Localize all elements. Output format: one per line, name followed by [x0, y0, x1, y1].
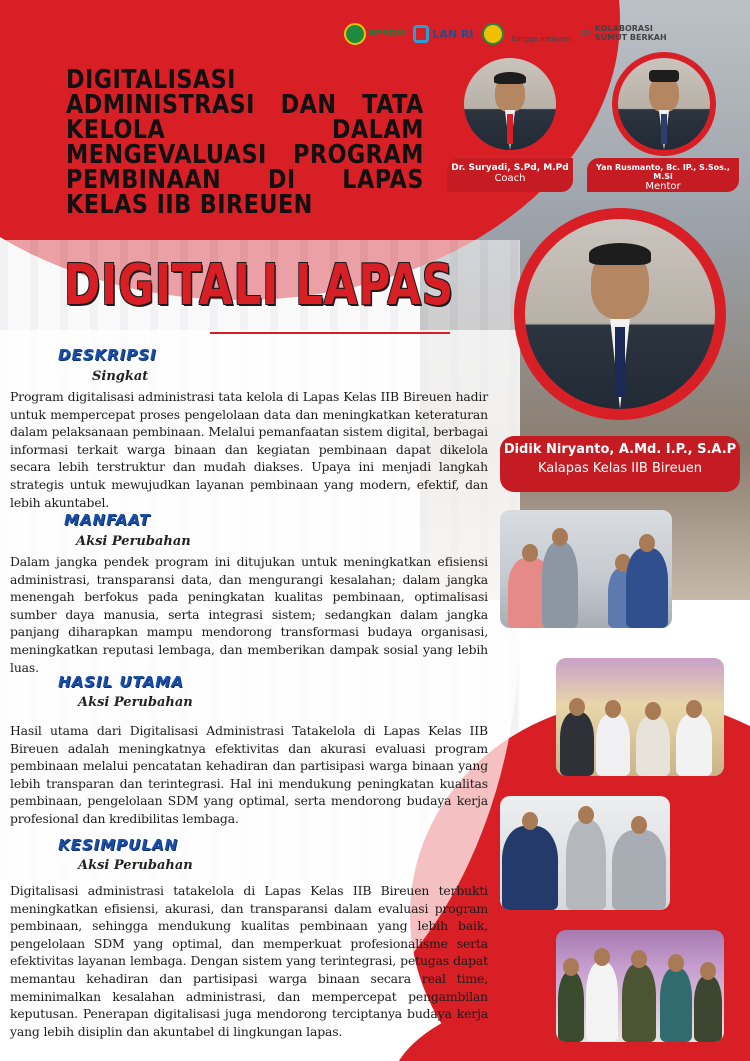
coach-role: Coach [494, 173, 526, 184]
section-title-deskripsi: DESKRIPSI [58, 346, 157, 364]
decor-dot [434, 100, 442, 108]
mentor-portrait [612, 52, 716, 156]
section-title-hasil-utama: HASIL UTAMA [58, 673, 184, 691]
logo-crest [482, 23, 504, 45]
section-title-manfaat: MANFAAT [64, 511, 151, 529]
section-title-kesimpulan: KESIMPULAN [58, 836, 179, 854]
section-subtitle-hasil-utama: Aksi Perubahan [78, 695, 193, 710]
section-subtitle-kesimpulan: Aksi Perubahan [78, 858, 193, 873]
coach-photo [464, 58, 556, 150]
section-subtitle-deskripsi: Singkat [92, 369, 149, 384]
activity-photo-4 [556, 930, 724, 1042]
coach-label [447, 163, 573, 184]
logo-kolaborasi-label: KOLABORASI [594, 24, 653, 34]
logo-kolaborasi-tag: SUMUT BERKAH [594, 33, 667, 42]
mentor-label [587, 163, 739, 192]
headline: DIGITALISASI ADMINISTRASI DAN TATA KELOLA DALAM MENGEVALUASI PROGRAM PEMBINAAN DI LAPAS KELAS IIB BIREUEN [66, 65, 424, 220]
kalapas-photo [525, 219, 715, 409]
section-text-hasil-utama: Hasil utama dari Digitalisasi Administrasi Tatakelola di Lapas Kelas IIB Bireuen adalah meningkatnya efektivitas dan akurasi evaluasi program pembinaan melalui pencatatan kehadiran dan partisipasi warga binaan yang lebih transparan dan terintegrasi. Hal ini mendukung peningkatan kualitas pembinaan, pengelolaan SDM yang optimal, serta mendorong budaya kerja profesional dan kredibilitas lembaga. [10, 723, 488, 826]
kalapas-portrait [514, 208, 726, 420]
infinity-icon: ∞ [580, 25, 592, 42]
logo-berakhlak-tag: bangga melayani [511, 35, 573, 43]
activity-photo-1 [500, 510, 672, 628]
logo-kolaborasi [580, 25, 666, 43]
activity-photo-2 [556, 658, 724, 776]
mentor-photo [618, 58, 710, 150]
activity-photo-3 [500, 796, 670, 910]
logo-bpsdm-label: BPSDM [369, 29, 406, 39]
coach-name: Dr. Suryadi, S.Pd, M.Pd [451, 163, 569, 173]
bpsdm-emblem-icon [344, 23, 366, 45]
decor-dot [587, 102, 595, 110]
logo-lan-label: LAN RI [432, 27, 474, 41]
program-title: DIGITALI LAPAS [64, 253, 454, 318]
kalapas-role: Kalapas Kelas IIB Bireuen [537, 461, 703, 476]
mentor-role: Mentor [645, 181, 681, 192]
partner-logos [344, 14, 744, 54]
lan-emblem-icon [413, 25, 429, 43]
title-underline [210, 332, 450, 334]
logo-bpsdm [344, 23, 405, 45]
kalapas-label [500, 436, 740, 492]
section-text-manfaat: Dalam jangka pendek program ini ditujukan untuk meningkatkan efisiensi administrasi, transparansi data, dan mengurangi kesalahan; dalam jangka menengah berfokus pada peningkatan kualitas pembinaan, optimalisasi sumber daya manusia, serta integrasi sistem; sedangkan dalam jangka panjang diharapkan mampu mendorong transformasi budaya organisasi, meningkatkan reputasi lembaga, dan memberikan dampak sosial yang lebih luas. [10, 554, 488, 675]
section-text-deskripsi: Program digitalisasi administrasi tata kelola di Lapas Kelas IIB Bireuen hadir untuk mempercepat proses pengelolaan data dan meningkatkan keteraturan dalam pelaksanaan pembinaan. Melalui pemanfaatan sistem digital, berbagai informasi terkait warga binaan dan kegiatan pembinaan dapat dikelola secara lebih terstruktur dan mudah diakses. Upaya ini menjadi langkah strategis untuk mewujudkan layanan pembinaan yang modern, efektif, dan lebih akuntabel. [10, 389, 488, 510]
regional-crest-icon [482, 23, 504, 45]
coach-portrait [458, 52, 562, 156]
mentor-name: Yan Rusmanto, Bc. IP., S.Sos., M.Si [596, 163, 730, 181]
kalapas-name: Didik Niryanto, A.Md. I.P., S.A.P [503, 442, 737, 457]
section-text-kesimpulan: Digitalisasi administrasi tatakelola di Lapas Kelas IIB Bireuen terbukti meningkatkan efisiensi, akurasi, dan transparansi dalam evaluasi program pembinaan, sehingga mendukung kualitas pembinaan yang lebih baik, pengelolaan SDM yang optimal, dan memperkuat profesionalisme serta efektivitas layanan lembaga. Dengan sistem yang terintegrasi, petugas dapat memantau kehadiran dan partisipasi warga binaan secara real time, meminimalkan kesalahan administrasi, dan mempercepat pengambilan keputusan. Penerapan digitalisasi juga mendorong terciptanya budaya kerja yang lebih disiplin dan akuntabel di lingkungan lapas. [10, 883, 488, 1039]
logo-berakhlak-label: BERKUMAK [511, 24, 563, 33]
logo-berakhlak [512, 25, 573, 43]
logo-lan [413, 25, 473, 43]
section-subtitle-manfaat: Aksi Perubahan [76, 534, 191, 549]
